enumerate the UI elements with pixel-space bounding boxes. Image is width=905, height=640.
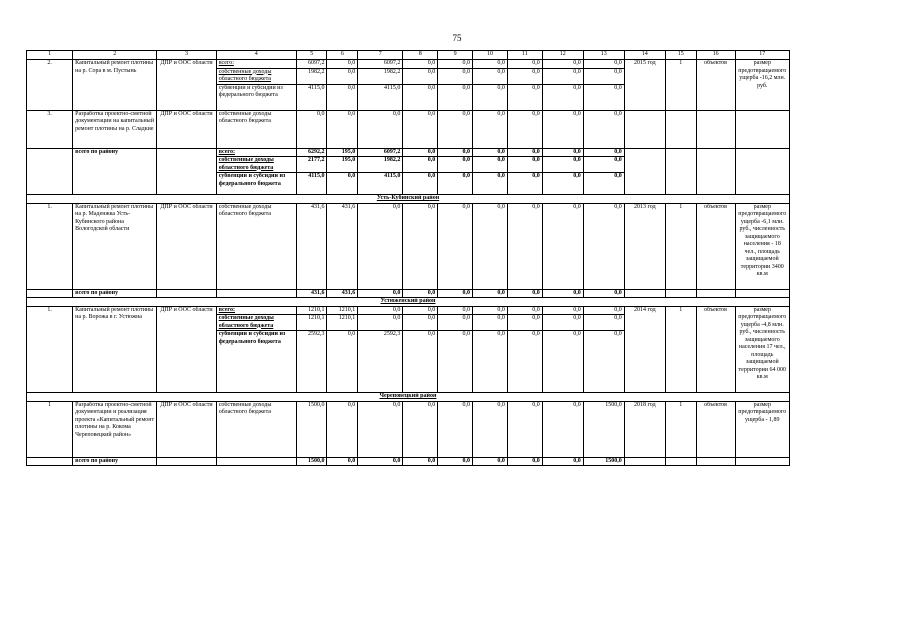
empty-cell xyxy=(735,289,789,298)
value-cell: 0,0 xyxy=(473,173,508,195)
value-cell: 0,0 xyxy=(583,203,624,289)
value-cell: 0,0 xyxy=(403,315,438,331)
value-cell: 0,0 xyxy=(542,110,583,148)
empty-cell xyxy=(624,457,665,466)
value-cell: 0,0 xyxy=(507,401,542,457)
empty-cell xyxy=(624,110,665,148)
item-effect: размер предотвращаемого ущерба - 1,89 xyxy=(735,401,789,457)
value-cell: 0,0 xyxy=(507,110,542,148)
district-title: Устюженский район xyxy=(27,298,790,307)
item-executor: ДПР и ООС области xyxy=(157,203,216,289)
item-executor: ДПР и ООС области xyxy=(157,306,216,393)
item-number: 2. xyxy=(27,60,73,111)
column-number: 16 xyxy=(696,51,735,60)
value-cell: 0,0 xyxy=(403,401,438,457)
table-row xyxy=(27,203,790,289)
item-count: 1 xyxy=(665,401,696,457)
value-cell: 0,0 xyxy=(438,315,473,331)
value-cell: 0,0 xyxy=(473,84,508,110)
empty-cell xyxy=(157,148,216,195)
empty-cell xyxy=(624,289,665,298)
value-cell: 0,0 xyxy=(473,306,508,315)
item-count: 1 xyxy=(665,306,696,393)
value-cell: 0,0 xyxy=(507,148,542,157)
value-cell: 0,0 xyxy=(473,401,508,457)
value-cell: 1500,0 xyxy=(296,457,327,466)
value-cell: 0,0 xyxy=(327,401,358,457)
value-cell: 0,0 xyxy=(438,60,473,69)
item-effect: размер предотвращаемого ущерба -6,1 млн. руб., численность защищаемого населения - 18 чел., площадь защищаемой территории 3400 кв.м xyxy=(735,203,789,289)
funding-source: собственные доходы областного бюджета xyxy=(216,401,296,457)
item-executor: ДПР и ООС области xyxy=(157,60,216,111)
value-cell: 0,0 xyxy=(473,110,508,148)
column-number: 14 xyxy=(624,51,665,60)
value-cell: 0,0 xyxy=(583,315,624,331)
value-cell: 0,0 xyxy=(438,157,473,173)
funding-source: всего: xyxy=(216,306,296,315)
value-cell: 0,0 xyxy=(507,306,542,315)
item-number: 1. xyxy=(27,203,73,289)
table-row xyxy=(27,306,790,315)
value-cell: 0,0 xyxy=(473,148,508,157)
empty-cell xyxy=(27,148,73,195)
value-cell: 0,0 xyxy=(542,401,583,457)
value-cell: 0,0 xyxy=(473,157,508,173)
funding-source: субвенции и субсидии из федерального бюджета xyxy=(216,173,296,195)
value-cell: 0,0 xyxy=(403,203,438,289)
empty-cell xyxy=(696,110,735,148)
value-cell: 0,0 xyxy=(583,110,624,148)
value-cell: 0,0 xyxy=(473,315,508,331)
empty-cell xyxy=(157,289,216,298)
funding-source: всего: xyxy=(216,148,296,157)
column-number: 2 xyxy=(73,51,157,60)
value-cell: 195,0 xyxy=(327,148,358,157)
column-number: 1 xyxy=(27,51,73,60)
value-cell: 0,0 xyxy=(473,457,508,466)
value-cell: 1210,1 xyxy=(327,306,358,315)
item-year: 2015 год xyxy=(624,60,665,111)
value-cell: 0,0 xyxy=(438,306,473,315)
item-executor: ДПР и ООС области xyxy=(157,401,216,457)
value-cell: 6097,2 xyxy=(358,148,403,157)
value-cell: 1982,2 xyxy=(358,68,403,84)
item-number: 1 xyxy=(27,401,73,457)
table-row xyxy=(27,110,790,148)
value-cell: 4115,0 xyxy=(296,84,327,110)
district-total-label: всего по району xyxy=(73,148,157,195)
column-number: 11 xyxy=(507,51,542,60)
value-cell: 0,0 xyxy=(507,60,542,69)
value-cell: 0,0 xyxy=(507,84,542,110)
column-number: 12 xyxy=(542,51,583,60)
value-cell: 0,0 xyxy=(403,457,438,466)
item-name: Капитальный ремонт плотины на р. Ворожа в г. Устюжна xyxy=(73,306,157,393)
value-cell: 0,0 xyxy=(542,315,583,331)
empty-cell xyxy=(696,148,735,195)
empty-cell xyxy=(665,110,696,148)
empty-cell xyxy=(735,457,789,466)
empty-cell xyxy=(735,110,789,148)
empty-cell xyxy=(696,457,735,466)
value-cell: 0,0 xyxy=(542,60,583,69)
column-number: 15 xyxy=(665,51,696,60)
program-table xyxy=(26,50,790,466)
value-cell: 1210,1 xyxy=(296,306,327,315)
value-cell: 0,0 xyxy=(296,110,327,148)
value-cell: 0,0 xyxy=(507,157,542,173)
value-cell: 0,0 xyxy=(473,289,508,298)
value-cell: 0,0 xyxy=(438,148,473,157)
item-name: Капитальный ремонт плотины на р. Сора в м. Пустынь xyxy=(73,60,157,111)
value-cell: 1210,1 xyxy=(327,315,358,331)
value-cell: 0,0 xyxy=(507,289,542,298)
item-count: 1 xyxy=(665,60,696,111)
value-cell: 0,0 xyxy=(542,306,583,315)
value-cell: 4115,0 xyxy=(358,84,403,110)
value-cell: 0,0 xyxy=(403,148,438,157)
item-name: Разработка проектно-сметной документации на капитальный ремонт плотины на р. Сладкие xyxy=(73,110,157,148)
column-number: 7 xyxy=(358,51,403,60)
value-cell: 0,0 xyxy=(583,157,624,173)
value-cell: 0,0 xyxy=(403,306,438,315)
funding-source: собственные доходы областного бюджета xyxy=(216,157,296,173)
value-cell: 1500,0 xyxy=(296,401,327,457)
column-number: 4 xyxy=(216,51,296,60)
value-cell: 0,0 xyxy=(438,401,473,457)
value-cell: 4115,0 xyxy=(296,173,327,195)
value-cell: 0,0 xyxy=(358,401,403,457)
empty-cell xyxy=(735,148,789,195)
value-cell: 2177,2 xyxy=(296,157,327,173)
item-executor: ДПР и ООС области xyxy=(157,110,216,148)
value-cell: 6097,2 xyxy=(358,60,403,69)
item-year: 2014 год xyxy=(624,306,665,393)
value-cell: 0,0 xyxy=(358,306,403,315)
value-cell: 0,0 xyxy=(473,60,508,69)
value-cell: 0,0 xyxy=(358,203,403,289)
item-unit: объектов xyxy=(696,60,735,111)
empty-cell xyxy=(216,457,296,466)
value-cell: 0,0 xyxy=(358,289,403,298)
value-cell: 0,0 xyxy=(358,457,403,466)
column-number: 10 xyxy=(473,51,508,60)
value-cell: 0,0 xyxy=(507,203,542,289)
value-cell: 0,0 xyxy=(358,110,403,148)
funding-source: собственные доходы областного бюджета xyxy=(216,315,296,331)
funding-source: субвенции и субсидии из федерального бюджета xyxy=(216,84,296,110)
item-name: Разработка проектно-сметной документации и реализация проекта «Капитальный ремонт плотины на р. Кокома Череповецкий район» xyxy=(73,401,157,457)
value-cell: 0,0 xyxy=(438,331,473,393)
table-row xyxy=(27,457,790,466)
value-cell: 0,0 xyxy=(403,173,438,195)
value-cell: 431,6 xyxy=(327,289,358,298)
value-cell: 0,0 xyxy=(583,68,624,84)
empty-cell xyxy=(216,289,296,298)
district-header-row xyxy=(27,393,790,402)
item-count: 1 xyxy=(665,203,696,289)
value-cell: 6292,2 xyxy=(296,148,327,157)
value-cell: 1982,2 xyxy=(296,68,327,84)
column-number: 8 xyxy=(403,51,438,60)
page-number: 75 xyxy=(452,33,462,43)
value-cell: 0,0 xyxy=(403,84,438,110)
column-number: 3 xyxy=(157,51,216,60)
funding-source: собственные доходы областного бюджета xyxy=(216,68,296,84)
value-cell: 0,0 xyxy=(327,457,358,466)
item-number: 3. xyxy=(27,110,73,148)
district-total-label: всего по району xyxy=(73,457,157,466)
funding-source: собственные доходы областного бюджета xyxy=(216,110,296,148)
column-number-row xyxy=(27,51,790,60)
item-unit: объектов xyxy=(696,203,735,289)
value-cell: 0,0 xyxy=(507,315,542,331)
empty-cell xyxy=(665,148,696,195)
value-cell: 0,0 xyxy=(473,203,508,289)
value-cell: 0,0 xyxy=(403,68,438,84)
table-row xyxy=(27,289,790,298)
value-cell: 4115,0 xyxy=(358,173,403,195)
value-cell: 0,0 xyxy=(542,203,583,289)
value-cell: 0,0 xyxy=(473,331,508,393)
value-cell: 0,0 xyxy=(542,289,583,298)
value-cell: 431,6 xyxy=(327,203,358,289)
value-cell: 1982,2 xyxy=(358,157,403,173)
value-cell: 0,0 xyxy=(583,84,624,110)
empty-cell xyxy=(27,457,73,466)
value-cell: 1500,0 xyxy=(583,457,624,466)
value-cell: 0,0 xyxy=(403,110,438,148)
item-year: 2013 год xyxy=(624,203,665,289)
item-name: Капитальный ремонт плотины на р. Маденжка Усть-Кубинского района Вологодской области xyxy=(73,203,157,289)
value-cell: 0,0 xyxy=(507,173,542,195)
value-cell: 0,0 xyxy=(583,148,624,157)
column-number: 6 xyxy=(327,51,358,60)
value-cell: 0,0 xyxy=(403,60,438,69)
table-row xyxy=(27,148,790,157)
value-cell: 0,0 xyxy=(473,68,508,84)
value-cell: 0,0 xyxy=(542,148,583,157)
value-cell: 0,0 xyxy=(327,173,358,195)
value-cell: 0,0 xyxy=(507,457,542,466)
value-cell: 0,0 xyxy=(438,457,473,466)
value-cell: 0,0 xyxy=(358,315,403,331)
item-year: 2018 год xyxy=(624,401,665,457)
empty-cell xyxy=(157,457,216,466)
value-cell: 0,0 xyxy=(438,68,473,84)
value-cell: 0,0 xyxy=(542,68,583,84)
value-cell: 0,0 xyxy=(507,331,542,393)
district-title: Череповецкий район xyxy=(27,393,790,402)
value-cell: 2592,3 xyxy=(358,331,403,393)
value-cell: 0,0 xyxy=(403,289,438,298)
value-cell: 0,0 xyxy=(438,173,473,195)
column-number: 17 xyxy=(735,51,789,60)
value-cell: 0,0 xyxy=(583,60,624,69)
value-cell: 1500,0 xyxy=(583,401,624,457)
district-total-label: всего по району xyxy=(73,289,157,298)
empty-cell xyxy=(696,289,735,298)
value-cell: 0,0 xyxy=(327,60,358,69)
value-cell: 0,0 xyxy=(542,173,583,195)
value-cell: 0,0 xyxy=(438,84,473,110)
value-cell: 0,0 xyxy=(583,289,624,298)
value-cell: 0,0 xyxy=(327,68,358,84)
item-effect: размер предотвращаемого ущерба -4,8 млн. руб., численность защищаемого населения 17 чел., площадь защищаемой территории 64 000 кв.м xyxy=(735,306,789,393)
value-cell: 431,6 xyxy=(296,289,327,298)
value-cell: 195,0 xyxy=(327,157,358,173)
table-row xyxy=(27,401,790,457)
column-number: 5 xyxy=(296,51,327,60)
item-unit: объектов xyxy=(696,306,735,393)
value-cell: 6097,2 xyxy=(296,60,327,69)
item-unit: объектов xyxy=(696,401,735,457)
value-cell: 0,0 xyxy=(583,173,624,195)
value-cell: 0,0 xyxy=(507,68,542,84)
column-number: 13 xyxy=(583,51,624,60)
value-cell: 0,0 xyxy=(327,331,358,393)
empty-cell xyxy=(27,289,73,298)
value-cell: 0,0 xyxy=(542,331,583,393)
value-cell: 1210,1 xyxy=(296,315,327,331)
item-effect: размер предотвращаемого ущерба -16,2 млн. руб. xyxy=(735,60,789,111)
value-cell: 0,0 xyxy=(438,203,473,289)
table-row xyxy=(27,60,790,69)
district-title: Усть-Кубинский район xyxy=(27,195,790,204)
empty-cell xyxy=(665,289,696,298)
value-cell: 0,0 xyxy=(542,157,583,173)
value-cell: 0,0 xyxy=(583,331,624,393)
funding-source: собственные доходы областного бюджета xyxy=(216,203,296,289)
value-cell: 0,0 xyxy=(583,306,624,315)
value-cell: 0,0 xyxy=(542,457,583,466)
value-cell: 0,0 xyxy=(438,110,473,148)
district-header-row xyxy=(27,195,790,204)
value-cell: 0,0 xyxy=(403,331,438,393)
value-cell: 431,6 xyxy=(296,203,327,289)
empty-cell xyxy=(624,148,665,195)
value-cell: 0,0 xyxy=(327,84,358,110)
column-number: 9 xyxy=(438,51,473,60)
item-number: 1. xyxy=(27,306,73,393)
value-cell: 0,0 xyxy=(438,289,473,298)
district-header-row xyxy=(27,298,790,307)
value-cell: 0,0 xyxy=(403,157,438,173)
funding-source: субвенции и субсидии из федерального бюджета xyxy=(216,331,296,393)
value-cell: 0,0 xyxy=(327,110,358,148)
empty-cell xyxy=(665,457,696,466)
funding-source: всего: xyxy=(216,60,296,69)
value-cell: 2592,3 xyxy=(296,331,327,393)
value-cell: 0,0 xyxy=(542,84,583,110)
